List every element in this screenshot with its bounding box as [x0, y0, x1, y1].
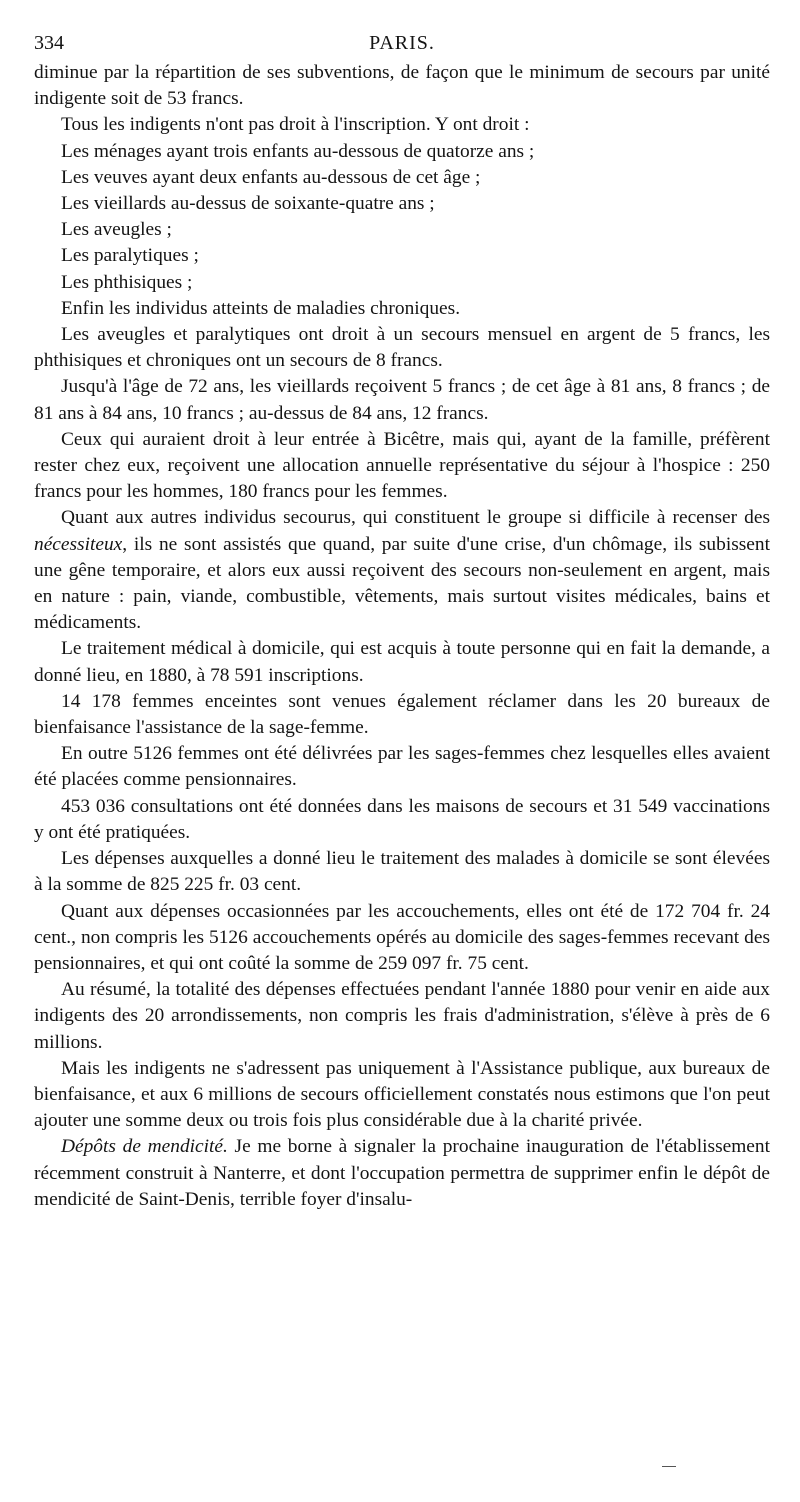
paragraph-bicetre-allocation: Ceux qui auraient droit à leur entrée à Bicêtre, mais qui, ayant de la famille, préfèrent rester chez eux, reçoivent une allocation annuelle représentative du séjour à l'hospice : 250 francs pour les hommes, 180 francs pour les femmes. — [34, 428, 770, 503]
paragraph-eligibility-intro: Tous les indigents n'ont pas droit à l'inscription. Y ont droit : — [61, 114, 530, 136]
body-text — [34, 60, 770, 1213]
list-item: Enfin les individus atteints de maladies chroniques. — [61, 297, 461, 319]
running-head: PARIS. — [369, 32, 435, 54]
paragraph-necessiteux — [34, 505, 770, 636]
page-header — [34, 28, 770, 60]
paragraph-continuation: diminue par la répartition de ses subventions, de façon que le minimum de secours par unité indigente soit de 53 francs. — [34, 62, 770, 110]
page-mark — [662, 1466, 676, 1467]
paragraph-monthly-aid: Les aveugles et paralytiques ont droit à un secours mensuel en argent de 5 francs, les phthisiques et chroniques ont un secours de 8 francs. — [34, 324, 770, 372]
text-run: , ils ne sont assistés que quand, par suite d'une crise, d'un chômage, ils subissent une gêne temporaire, et alors eux aussi reçoivent des secours non-seulement en argent, mais en nature : pain, viande, combustible, vêtements, mais surtout visites médicales, bains et médicaments. — [34, 533, 770, 634]
paragraph-pregnant-women: 14 178 femmes enceintes sont venues également réclamer dans les 20 bureaux de bienfaisance l'assistance de la sage-femme. — [34, 690, 770, 739]
paragraph-private-charity: Mais les indigents ne s'adressent pas uniquement à l'Assistance publique, aux bureaux de bienfaisance, et aux 6 millions de secours officiellement constatés nous estimons que l'on peut ajouter une somme deux ou trois fois plus considérable due à la charité privée. — [34, 1057, 770, 1132]
list-item: Les ménages ayant trois enfants au-dessous de quatorze ans ; — [61, 140, 535, 162]
eligibility-list — [34, 139, 770, 322]
list-item: Les aveugles ; — [61, 219, 172, 241]
paragraph-summary: Au résumé, la totalité des dépenses effectuées pendant l'année 1880 pour venir en aide aux indigents des 20 arrondissements, non compris les frais d'administration, s'élève à près de 6 millions. — [34, 979, 770, 1053]
paragraph-home-expenses: Les dépenses auxquelles a donné lieu le traitement des malades à domicile se sont élevées à la somme de 825 225 fr. 03 cent. — [34, 848, 770, 896]
paragraph-home-treatment: Le traitement médical à domicile, qui est acquis à toute personne qui en fait la demande, a donné lieu, en 1880, à 78 591 inscriptions. — [34, 638, 770, 686]
page-number: 334 — [34, 32, 64, 54]
paragraph-deliveries: En outre 5126 femmes ont été délivrées par les sages-femmes chez lesquelles elles avaient été placées comme pensionnaires. — [34, 743, 770, 791]
text-run: Je me borne à signaler la prochaine inauguration de l'établissement récemment construit à Nanterre, et dont l'occupation permettra de supprimer enfin le dépôt de mendicité de Saint-Denis, terrible foyer d'insalu- — [34, 1136, 770, 1210]
list-item: Les paralytiques ; — [61, 245, 199, 267]
list-item: Les vieillards au-dessus de soixante-quatre ans ; — [61, 193, 435, 215]
text-run: Quant aux autres individus secourus, qui constituent le groupe si difficile à recenser des — [61, 507, 770, 529]
paragraph-childbirth-expenses: Quant aux dépenses occasionnées par les accouchements, elles ont été de 172 704 fr. 24 cent., non compris les 5126 accouchements opérés au domicile des sages-femmes recevant des pensionnaires, et qui ont coûté la somme de 259 097 fr. 75 cent. — [34, 900, 770, 974]
paragraph-mendicity-depots — [34, 1134, 770, 1213]
paragraph-elderly-aid: Jusqu'à l'âge de 72 ans, les vieillards reçoivent 5 francs ; de cet âge à 81 ans, 8 francs ; de 81 ans à 84 ans, 10 francs ; au-dessus de 84 ans, 12 francs. — [34, 376, 770, 424]
list-item: Les phthisiques ; — [61, 271, 193, 293]
paragraph-consultations: 453 036 consultations ont été données dans les maisons de secours et 31 549 vaccinations y ont été pratiquées. — [34, 795, 770, 843]
list-item: Les veuves ayant deux enfants au-dessous de cet âge ; — [61, 166, 481, 188]
section-heading-italic: Dépôts de mendicité. — [61, 1136, 228, 1158]
italic-term: nécessiteux — [34, 533, 123, 555]
